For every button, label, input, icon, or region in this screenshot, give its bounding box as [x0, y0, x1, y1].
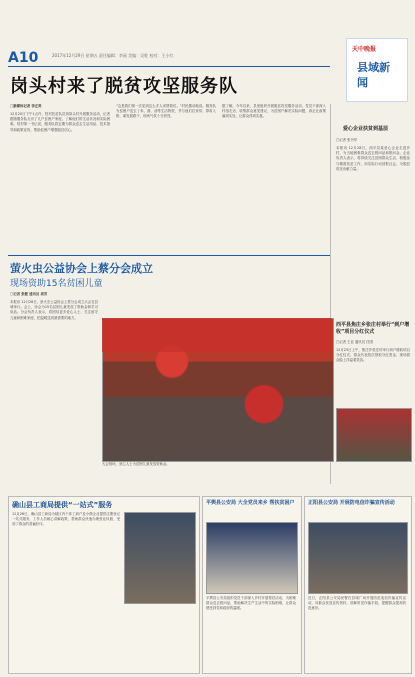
bottom-article-2-title: 平舆县公安局 大全党员来乡 帮扶贫困户 [206, 500, 295, 506]
charity-body: 本报讯 12月26日，萤火虫公益协会上蔡分会成立大会在县城举行。会上，协会为15名贫困儿童发放了资助金和学习用品。分会负责人表示，将团结更多爱心人士，关注留守儿童和困难家庭，把温暖送到最需要的地方。 [10, 300, 98, 320]
section-rule [8, 255, 330, 256]
lead-column-1: 12月20日下午1点许，驻村扶贫队员到岗头村开展服务活动，记者跟随服务队走访了几户贫困户家庭，了解他们的生活状况和实际困难。驻村第一书记说，服务队将定期为群众送去生活用品、技术指导和政策宣传，帮助贫困户增强脱贫信心。 [10, 112, 110, 132]
charity-byline: □记者 张健 通讯员 周青 [10, 292, 48, 296]
section-title: 县域新闻 [357, 61, 390, 89]
lead-byline: □新媒体记者 李正贵 [10, 104, 42, 108]
bottom-article-2-photo [206, 522, 298, 594]
header-rule [8, 66, 330, 67]
side-article-2-body: 12月25日上午，焦庄乡张庄村举行到户增收项目分红仪式，群众代表依次领取分红资金，现场群众脸上洋溢着笑容。 [336, 348, 410, 363]
bottom-article-1-photo [124, 512, 196, 604]
bottom-article-1-title: 确山县工商局提供“一站式”服务 [12, 501, 113, 509]
side-article-2-title: 西平县焦庄乡张庄村举行“到户增收”项目分红仪式 [336, 322, 410, 335]
lead-column-2: “这是我们第一次见到这么多人来帮我们。”村民激动地说。服务队为贫困户送去了米、面、油等生活物资，并与他们拉家常、算收入账、谋发展路子，现场气氛十分热烈。 [116, 104, 216, 119]
charity-photo-caption: 大会现场，爱心人士为贫困儿童发放资助金。 [102, 462, 170, 466]
bottom-article-3-body: 近日，正阳县公安局民警在县城广场开展防范电信诈骗宣传活动，向群众发放宣传资料，讲解常见诈骗手段，提醒群众提高防范意识。 [308, 596, 406, 611]
bottom-article-2-body: 平舆县公安局组织党员干部深入乡村开展帮扶活动，为困难群众送去慰问品，帮助解决生产生活中的实际困难，让群众感受到党和政府的温暖。 [206, 596, 296, 611]
newspaper-logo-text: 天中晚报 [352, 46, 377, 53]
lead-headline: 岗头村来了脱贫攻坚服务队 [10, 76, 238, 97]
charity-title: 萤火虫公益协会上蔡分会成立 [10, 262, 153, 275]
page-number: A10 [8, 50, 39, 66]
bottom-article-1-body: 12月26日，确山县工商局为辖区内个体工商户及小微企业提供注册登记一站式服务，工作人员耐心讲解政策，帮助群众快速办理营业执照，受到了群众的普遍好评。 [12, 512, 120, 527]
lead-column-3: 据了解，今年以来，县里组织开展脱贫攻坚服务活动，党员干部深入村组走访，收集群众意见建议，为贫困户解决实际问题，真正让政策落到实处，让群众得到实惠。 [222, 104, 326, 119]
side-article-body: 本报讯 12月28日，西平县某爱心企业走进乡村，为当地困难群众送去慰问品和慰问金。企业负责人表示，将持续关注贫困群众生活，积极参与精准扶贫工作，用实际行动回报社会，为脱贫攻坚贡献力量。 [336, 146, 410, 171]
side-article-photo [336, 408, 412, 462]
bottom-article-3-photo [308, 522, 408, 594]
issue-meta: 2017年12月29日 星期五 责任编辑：李丽 美编：吴乾 校对：王小红 [52, 53, 174, 58]
charity-subtitle: 现场资助15名贫困儿童 [10, 279, 103, 289]
bottom-article-3-title: 正阳县公安局 开展防电信诈骗宣传活动 [308, 500, 395, 506]
charity-photo-banner [102, 318, 332, 352]
side-article-title: 爱心企业扶贫到基层 [343, 126, 389, 132]
side-article-2-byline: □记者 王亚 通讯员 任国 [336, 340, 373, 344]
side-article-byline: □记者 张丹华 [336, 138, 358, 142]
